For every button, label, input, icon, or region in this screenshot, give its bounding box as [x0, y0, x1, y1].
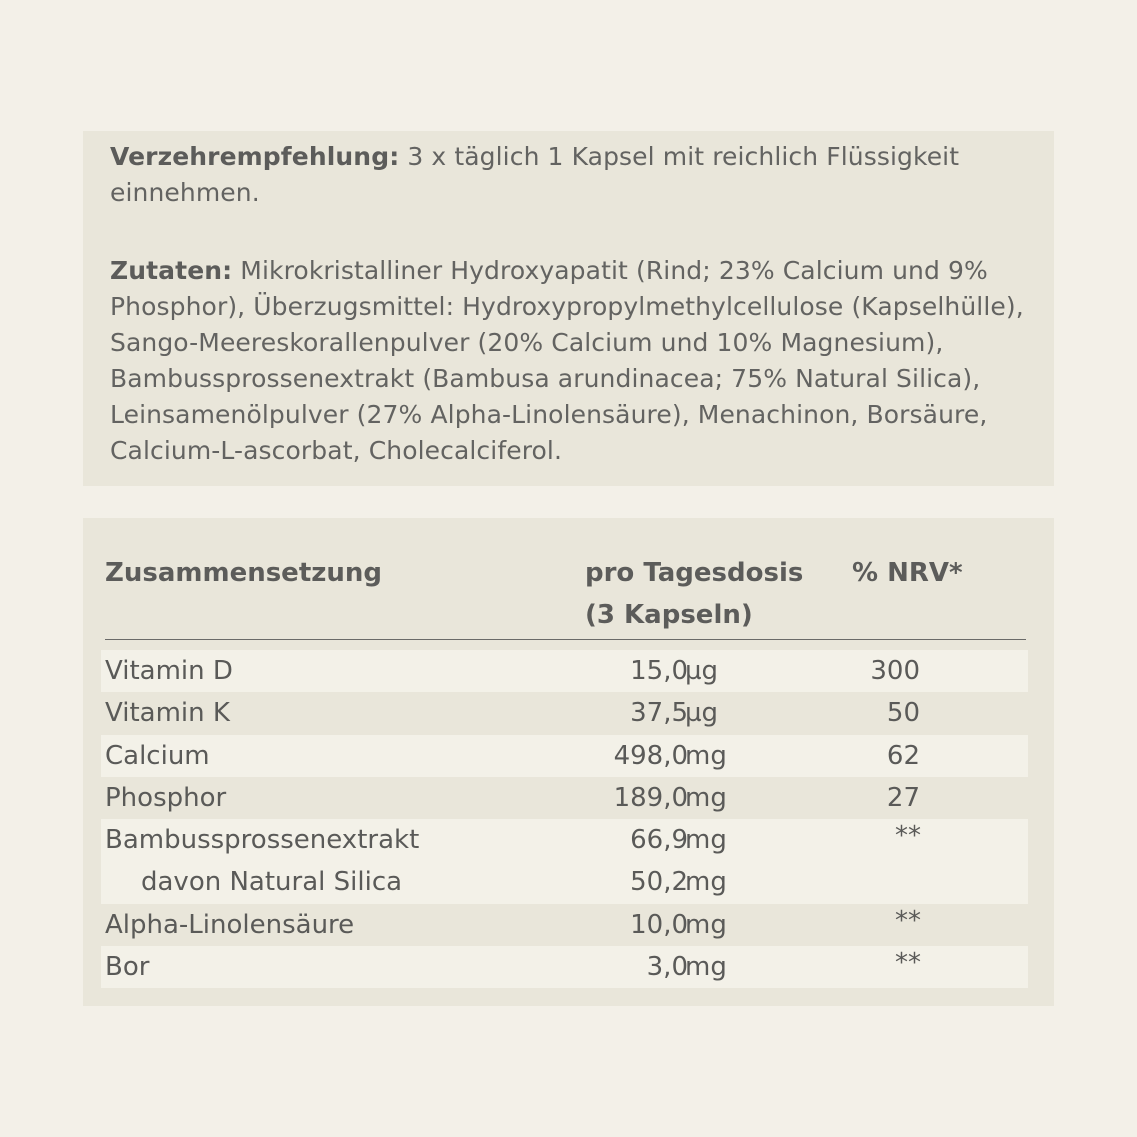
instructions-panel — [83, 131, 1054, 486]
nutrient-unit: µg — [685, 698, 719, 729]
ingredients-list — [110, 253, 1034, 469]
header-per-day-line1: pro Tagesdosis — [585, 558, 804, 588]
nutrient-name: Calcium — [105, 740, 210, 771]
nutrient-nrv: 300 — [870, 656, 920, 686]
nutrient-sub-unit: mg — [685, 867, 727, 898]
table-row — [101, 777, 1028, 819]
table-row — [101, 904, 1028, 946]
nutrient-unit: mg — [685, 909, 727, 940]
ingredients-text: Mikrokristalliner Hydroxyapatit (Rind; 23% Calcium und 9% Phosphor), Überzugsmittel: Hydroxypropylmethylcellulose (Kapselhülle), Sango-Meereskorallenpulver (20% Calcium und 10% Magnesium), Bambussprossenextrakt (Bambusa arundinacea; 75% Natural Silica), Leinsamenölpulver (27% Alpha-Linolensäure), Menachinon, Borsäure, Calcium-L-ascorbat, Cholecalciferol. — [110, 256, 1024, 465]
nutrient-value: 10,0 — [630, 909, 688, 940]
nutrient-unit: mg — [685, 825, 727, 856]
nutrient-nrv: 27 — [886, 782, 920, 813]
table-body — [101, 650, 1028, 988]
nutrient-sub-value: 50,2 — [630, 867, 688, 898]
nutrient-unit: mg — [685, 782, 727, 813]
nutrient-value: 66,9 — [630, 825, 688, 856]
dosage-label: Verzehrempfehlung: — [110, 142, 400, 171]
table-row — [101, 819, 1028, 904]
nutrient-name: Vitamin K — [105, 698, 230, 729]
header-per-day-line2: (3 Kapseln) — [585, 600, 753, 630]
table-row — [101, 650, 1028, 692]
nutrient-nrv: ** — [895, 821, 921, 852]
header-nrv: % NRV* — [852, 558, 963, 588]
nutrient-unit: mg — [685, 740, 727, 771]
nutrient-name: Bambussprossenextrakt — [105, 825, 420, 856]
nutrient-name: Alpha-Linolensäure — [105, 909, 355, 940]
dosage-recommendation — [110, 139, 1034, 211]
nutrient-name: Bor — [105, 952, 150, 983]
table-subrow — [101, 861, 1028, 903]
header-composition: Zusammensetzung — [105, 558, 383, 588]
nutrient-nrv: ** — [895, 948, 921, 979]
nutrient-nrv: ** — [895, 905, 921, 936]
ingredients-label: Zutaten: — [110, 256, 233, 285]
nutrient-nrv: 62 — [886, 740, 920, 771]
nutrient-value: 3,0 — [646, 952, 688, 983]
nutrient-name: Vitamin D — [105, 656, 233, 686]
header-per-day — [585, 552, 815, 636]
table-header — [105, 548, 1026, 640]
dosage-text: 3 x täglich 1 Kapsel mit reichlich Flüssigkeit einnehmen. — [110, 142, 960, 207]
table-row — [101, 735, 1028, 777]
nutrient-value: 189,0 — [613, 782, 688, 813]
nutrient-sub-name: davon Natural Silica — [141, 867, 403, 898]
nutrient-unit: µg — [685, 656, 719, 686]
nutrient-name: Phosphor — [105, 782, 227, 813]
nutrient-unit: mg — [685, 952, 727, 983]
table-row — [101, 692, 1028, 734]
nutrient-value: 498,0 — [613, 740, 688, 771]
nutrient-value: 15,0 — [630, 656, 688, 686]
composition-table — [83, 518, 1054, 1006]
table-row — [101, 946, 1028, 988]
nutrient-value: 37,5 — [630, 698, 688, 729]
nutrient-nrv: 50 — [886, 698, 920, 729]
